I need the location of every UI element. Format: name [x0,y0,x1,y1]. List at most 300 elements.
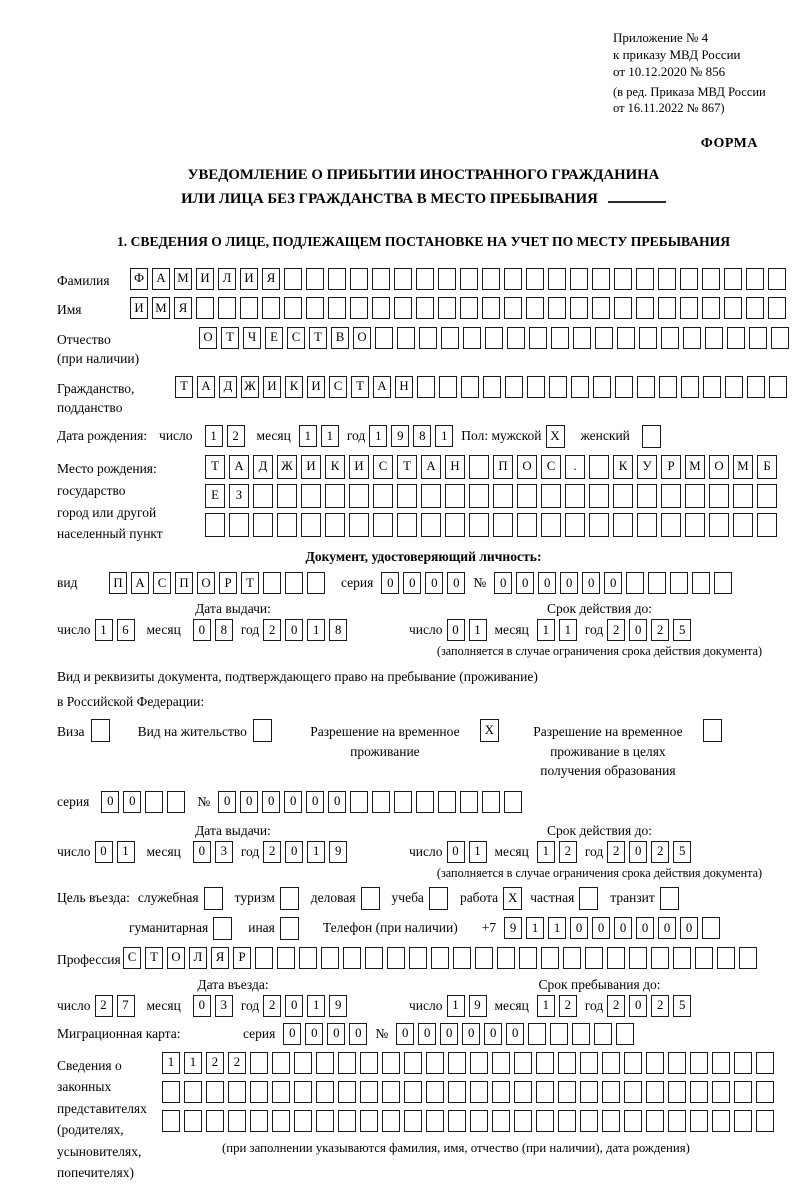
char-cell[interactable]: С [329,376,347,398]
char-cell[interactable] [431,947,449,969]
char-cell[interactable] [372,791,390,813]
char-cell[interactable] [637,376,655,398]
char-cell[interactable]: 0 [629,619,647,641]
char-cell[interactable] [306,268,324,290]
char-cell[interactable]: Д [219,376,237,398]
char-cell[interactable] [712,1081,730,1103]
char-cell[interactable] [617,327,635,349]
char-cell[interactable] [695,947,713,969]
char-cell[interactable] [470,1110,488,1132]
char-cell[interactable] [589,484,609,508]
char-cell[interactable]: X [503,887,522,910]
char-cell[interactable] [184,1110,202,1132]
char-cell[interactable] [658,297,676,319]
char-cell[interactable] [514,1081,532,1103]
char-cell[interactable] [504,268,522,290]
char-cell[interactable] [602,1110,620,1132]
char-cell[interactable] [529,327,547,349]
char-cell[interactable] [549,376,567,398]
char-cell[interactable] [668,1081,686,1103]
char-cell[interactable] [517,513,537,537]
char-cell[interactable]: И [349,455,369,479]
char-cell[interactable] [361,887,380,910]
char-cell[interactable] [482,791,500,813]
char-cell[interactable] [709,513,729,537]
char-cell[interactable] [769,376,787,398]
char-cell[interactable] [394,297,412,319]
char-cell[interactable] [589,455,609,479]
char-cell[interactable]: 7 [117,995,135,1017]
char-cell[interactable]: Р [219,572,237,594]
char-cell[interactable] [460,297,478,319]
char-cell[interactable] [429,887,448,910]
char-cell[interactable] [382,1052,400,1074]
char-cell[interactable] [206,1110,224,1132]
char-cell[interactable]: 1 [307,995,325,1017]
char-cell[interactable]: Т [397,455,417,479]
char-cell[interactable] [614,297,632,319]
char-cell[interactable] [661,513,681,537]
char-cell[interactable] [338,1081,356,1103]
char-cell[interactable] [272,1081,290,1103]
char-cell[interactable] [739,947,757,969]
char-cell[interactable]: 0 [284,791,302,813]
char-cell[interactable]: 0 [327,1023,345,1045]
char-cell[interactable]: 0 [494,572,512,594]
char-cell[interactable] [660,887,679,910]
char-cell[interactable]: 8 [329,619,347,641]
char-cell[interactable]: Я [262,268,280,290]
char-cell[interactable]: Р [233,947,251,969]
char-cell[interactable] [685,484,705,508]
char-cell[interactable] [272,1110,290,1132]
char-cell[interactable] [404,1110,422,1132]
char-cell[interactable]: 8 [215,619,233,641]
char-cell[interactable] [328,297,346,319]
char-cell[interactable]: 2 [227,425,245,447]
char-cell[interactable] [571,376,589,398]
char-cell[interactable] [438,791,456,813]
char-cell[interactable]: 0 [381,572,399,594]
char-cell[interactable]: 1 [205,425,223,447]
char-cell[interactable]: И [196,268,214,290]
char-cell[interactable]: 0 [462,1023,480,1045]
char-cell[interactable] [526,297,544,319]
char-cell[interactable] [316,1081,334,1103]
char-cell[interactable] [382,1110,400,1132]
char-cell[interactable] [196,297,214,319]
char-cell[interactable] [284,268,302,290]
char-cell[interactable]: 3 [215,995,233,1017]
char-cell[interactable] [445,484,465,508]
char-cell[interactable] [734,1081,752,1103]
char-cell[interactable] [570,297,588,319]
char-cell[interactable] [448,1110,466,1132]
char-cell[interactable] [438,268,456,290]
char-cell[interactable] [541,513,561,537]
char-cell[interactable]: 0 [447,841,465,863]
char-cell[interactable] [448,1081,466,1103]
char-cell[interactable] [213,917,232,940]
char-cell[interactable] [768,297,786,319]
char-cell[interactable] [280,887,299,910]
char-cell[interactable] [636,297,654,319]
char-cell[interactable] [607,947,625,969]
char-cell[interactable]: 0 [447,619,465,641]
char-cell[interactable]: А [229,455,249,479]
char-cell[interactable] [613,513,633,537]
char-cell[interactable]: 2 [651,619,669,641]
char-cell[interactable] [372,268,390,290]
char-cell[interactable] [705,327,723,349]
char-cell[interactable] [184,1081,202,1103]
char-cell[interactable] [541,484,561,508]
char-cell[interactable] [661,327,679,349]
char-cell[interactable]: 5 [673,841,691,863]
char-cell[interactable] [277,484,297,508]
char-cell[interactable]: 1 [469,841,487,863]
char-cell[interactable] [482,268,500,290]
char-cell[interactable] [683,327,701,349]
char-cell[interactable]: 0 [516,572,534,594]
char-cell[interactable]: И [263,376,281,398]
char-cell[interactable]: М [733,455,753,479]
char-cell[interactable] [712,1052,730,1074]
char-cell[interactable] [301,513,321,537]
char-cell[interactable]: С [287,327,305,349]
char-cell[interactable]: 2 [651,995,669,1017]
char-cell[interactable]: Н [395,376,413,398]
char-cell[interactable] [541,947,559,969]
char-cell[interactable]: 0 [592,917,610,939]
char-cell[interactable] [441,327,459,349]
char-cell[interactable] [624,1110,642,1132]
char-cell[interactable]: 1 [447,995,465,1017]
char-cell[interactable] [162,1110,180,1132]
char-cell[interactable] [670,572,688,594]
char-cell[interactable] [589,513,609,537]
char-cell[interactable] [690,1052,708,1074]
char-cell[interactable] [616,1023,634,1045]
char-cell[interactable]: 1 [548,917,566,939]
char-cell[interactable] [365,947,383,969]
char-cell[interactable] [394,268,412,290]
char-cell[interactable]: . [565,455,585,479]
char-cell[interactable] [528,1023,546,1045]
char-cell[interactable]: 1 [369,425,387,447]
char-cell[interactable]: 5 [673,995,691,1017]
char-cell[interactable] [548,297,566,319]
char-cell[interactable] [250,1052,268,1074]
char-cell[interactable] [624,1081,642,1103]
char-cell[interactable] [483,376,501,398]
char-cell[interactable] [469,513,489,537]
char-cell[interactable] [565,484,585,508]
char-cell[interactable] [373,513,393,537]
char-cell[interactable] [350,268,368,290]
char-cell[interactable] [416,791,434,813]
char-cell[interactable] [709,484,729,508]
char-cell[interactable] [514,1110,532,1132]
char-cell[interactable] [702,917,720,939]
char-cell[interactable]: 6 [117,619,135,641]
char-cell[interactable]: Л [218,268,236,290]
char-cell[interactable]: 1 [537,619,555,641]
char-cell[interactable] [469,455,489,479]
char-cell[interactable] [702,268,720,290]
char-cell[interactable]: О [199,327,217,349]
char-cell[interactable]: 1 [299,425,317,447]
char-cell[interactable] [517,484,537,508]
char-cell[interactable]: С [123,947,141,969]
char-cell[interactable]: 2 [559,841,577,863]
char-cell[interactable] [492,1052,510,1074]
char-cell[interactable] [558,1081,576,1103]
char-cell[interactable] [685,513,705,537]
char-cell[interactable] [240,297,258,319]
char-cell[interactable] [572,1023,590,1045]
char-cell[interactable]: К [285,376,303,398]
char-cell[interactable] [504,297,522,319]
char-cell[interactable] [692,572,710,594]
char-cell[interactable]: 0 [418,1023,436,1045]
char-cell[interactable] [205,513,225,537]
char-cell[interactable]: X [546,425,565,448]
char-cell[interactable] [642,425,661,448]
char-cell[interactable] [316,1110,334,1132]
char-cell[interactable] [756,1110,774,1132]
char-cell[interactable] [714,572,732,594]
char-cell[interactable] [570,268,588,290]
char-cell[interactable]: 1 [184,1052,202,1074]
char-cell[interactable] [757,513,777,537]
char-cell[interactable] [280,917,299,940]
char-cell[interactable]: Т [309,327,327,349]
char-cell[interactable] [321,947,339,969]
char-cell[interactable] [724,268,742,290]
char-cell[interactable]: И [130,297,148,319]
char-cell[interactable]: 3 [215,841,233,863]
char-cell[interactable] [717,947,735,969]
char-cell[interactable] [527,376,545,398]
char-cell[interactable] [416,268,434,290]
char-cell[interactable]: 1 [162,1052,180,1074]
char-cell[interactable]: Я [174,297,192,319]
char-cell[interactable]: 9 [504,917,522,939]
char-cell[interactable] [448,1052,466,1074]
char-cell[interactable]: Ф [130,268,148,290]
char-cell[interactable] [277,947,295,969]
char-cell[interactable] [419,327,437,349]
char-cell[interactable]: П [493,455,513,479]
char-cell[interactable]: 2 [263,841,281,863]
char-cell[interactable] [497,947,515,969]
char-cell[interactable] [565,513,585,537]
char-cell[interactable]: С [373,455,393,479]
char-cell[interactable] [228,1110,246,1132]
char-cell[interactable] [343,947,361,969]
char-cell[interactable] [626,572,644,594]
char-cell[interactable] [580,1110,598,1132]
char-cell[interactable]: Е [265,327,283,349]
char-cell[interactable]: 0 [614,917,632,939]
char-cell[interactable]: 0 [582,572,600,594]
char-cell[interactable]: 0 [193,619,211,641]
char-cell[interactable] [382,1081,400,1103]
char-cell[interactable]: 2 [95,995,113,1017]
char-cell[interactable]: А [373,376,391,398]
char-cell[interactable]: 1 [321,425,339,447]
char-cell[interactable]: 8 [413,425,431,447]
char-cell[interactable] [734,1110,752,1132]
char-cell[interactable]: 0 [604,572,622,594]
char-cell[interactable] [504,791,522,813]
char-cell[interactable] [615,376,633,398]
char-cell[interactable]: 9 [469,995,487,1017]
char-cell[interactable]: 0 [285,841,303,863]
char-cell[interactable] [733,513,753,537]
char-cell[interactable] [734,1052,752,1074]
char-cell[interactable] [469,484,489,508]
char-cell[interactable] [629,947,647,969]
char-cell[interactable] [668,1052,686,1074]
char-cell[interactable] [749,327,767,349]
char-cell[interactable] [397,484,417,508]
char-cell[interactable] [519,947,537,969]
char-cell[interactable]: А [421,455,441,479]
char-cell[interactable]: В [331,327,349,349]
char-cell[interactable]: 0 [305,1023,323,1045]
char-cell[interactable] [681,376,699,398]
char-cell[interactable] [306,297,324,319]
char-cell[interactable]: 1 [537,841,555,863]
char-cell[interactable] [445,513,465,537]
char-cell[interactable]: 0 [396,1023,414,1045]
char-cell[interactable] [747,376,765,398]
char-cell[interactable] [387,947,405,969]
char-cell[interactable]: 0 [328,791,346,813]
char-cell[interactable] [470,1081,488,1103]
char-cell[interactable] [145,791,163,813]
char-cell[interactable] [680,268,698,290]
char-cell[interactable] [360,1110,378,1132]
char-cell[interactable] [702,297,720,319]
char-cell[interactable]: З [229,484,249,508]
char-cell[interactable]: М [685,455,705,479]
char-cell[interactable]: 1 [537,995,555,1017]
char-cell[interactable] [593,376,611,398]
char-cell[interactable]: 0 [218,791,236,813]
char-cell[interactable]: 2 [263,995,281,1017]
char-cell[interactable] [592,268,610,290]
char-cell[interactable] [253,719,272,742]
char-cell[interactable]: И [240,268,258,290]
char-cell[interactable] [703,719,722,742]
char-cell[interactable]: 2 [607,841,625,863]
char-cell[interactable]: 0 [193,995,211,1017]
char-cell[interactable] [294,1081,312,1103]
char-cell[interactable]: 2 [206,1052,224,1074]
char-cell[interactable]: 2 [651,841,669,863]
char-cell[interactable]: Т [241,572,259,594]
char-cell[interactable] [349,513,369,537]
char-cell[interactable]: П [109,572,127,594]
char-cell[interactable]: У [637,455,657,479]
char-cell[interactable]: П [175,572,193,594]
char-cell[interactable] [285,572,303,594]
char-cell[interactable] [727,327,745,349]
char-cell[interactable] [204,887,223,910]
char-cell[interactable] [680,297,698,319]
char-cell[interactable]: Т [145,947,163,969]
char-cell[interactable]: М [174,268,192,290]
char-cell[interactable] [558,1052,576,1074]
char-cell[interactable]: К [325,455,345,479]
char-cell[interactable] [639,327,657,349]
char-cell[interactable] [548,268,566,290]
char-cell[interactable]: Ж [241,376,259,398]
char-cell[interactable]: Е [205,484,225,508]
char-cell[interactable]: 0 [440,1023,458,1045]
char-cell[interactable] [585,947,603,969]
char-cell[interactable]: 2 [607,995,625,1017]
char-cell[interactable]: 0 [285,995,303,1017]
char-cell[interactable] [771,327,789,349]
char-cell[interactable] [206,1081,224,1103]
char-cell[interactable]: О [709,455,729,479]
char-cell[interactable] [294,1052,312,1074]
char-cell[interactable]: 2 [228,1052,246,1074]
char-cell[interactable]: 2 [263,619,281,641]
char-cell[interactable]: Р [661,455,681,479]
char-cell[interactable] [514,1052,532,1074]
char-cell[interactable] [690,1110,708,1132]
char-cell[interactable] [404,1052,422,1074]
char-cell[interactable] [263,572,281,594]
char-cell[interactable] [746,297,764,319]
char-cell[interactable]: 0 [629,995,647,1017]
char-cell[interactable] [228,1081,246,1103]
char-cell[interactable]: 1 [307,619,325,641]
char-cell[interactable] [550,1023,568,1045]
char-cell[interactable] [602,1052,620,1074]
char-cell[interactable] [470,1052,488,1074]
char-cell[interactable] [756,1081,774,1103]
char-cell[interactable] [426,1081,444,1103]
char-cell[interactable] [167,791,185,813]
char-cell[interactable] [253,484,273,508]
char-cell[interactable] [284,297,302,319]
char-cell[interactable]: 0 [570,917,588,939]
char-cell[interactable] [373,484,393,508]
char-cell[interactable]: Т [351,376,369,398]
char-cell[interactable]: 1 [559,619,577,641]
char-cell[interactable] [350,791,368,813]
char-cell[interactable]: 0 [285,619,303,641]
char-cell[interactable] [613,484,633,508]
char-cell[interactable]: 5 [673,619,691,641]
char-cell[interactable]: 0 [193,841,211,863]
char-cell[interactable] [394,791,412,813]
char-cell[interactable] [460,268,478,290]
char-cell[interactable]: Т [205,455,225,479]
char-cell[interactable]: 0 [101,791,119,813]
char-cell[interactable] [703,376,721,398]
char-cell[interactable] [277,513,297,537]
char-cell[interactable] [492,1110,510,1132]
char-cell[interactable] [724,297,742,319]
char-cell[interactable]: 0 [636,917,654,939]
